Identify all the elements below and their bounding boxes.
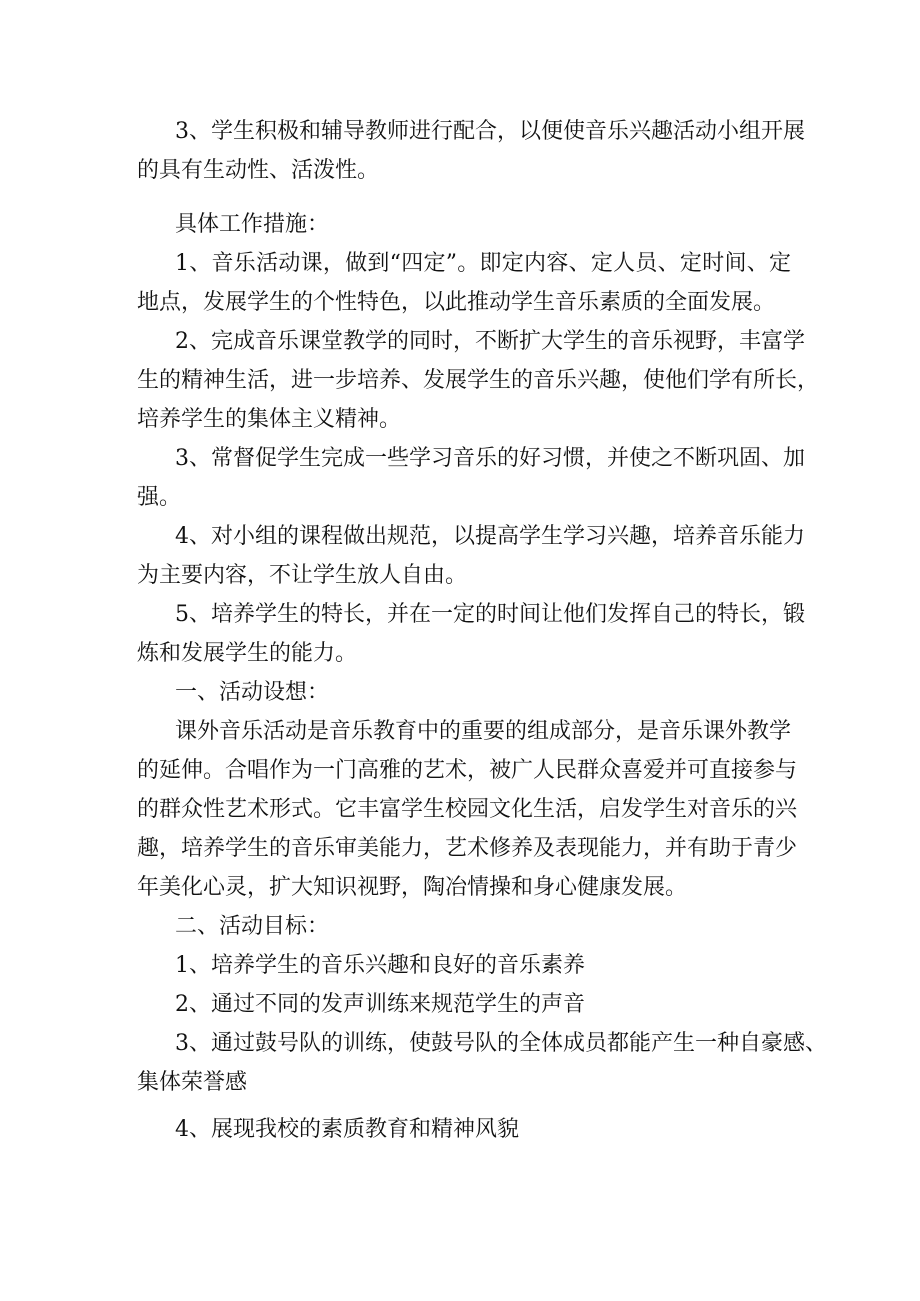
text-line: 4、对小组的课程做出规范，以提高学生学习兴趣，培养音乐能力: [175, 524, 805, 549]
paragraph: [137, 712, 798, 907]
text-line: 1、培养学生的音乐兴趣和良好的音乐素养: [175, 953, 585, 978]
paragraph: [137, 322, 820, 439]
text-line: 年美化心灵，扩大知识视野，陶冶情操和身心健康发展。: [137, 875, 688, 900]
text-line: 生的精神生活，进一步培养、发展学生的音乐兴趣，使他们学有所长，: [137, 368, 820, 393]
paragraph: [137, 946, 791, 985]
text-line: 培养学生的集体主义精神。: [137, 407, 402, 432]
text-line: 5、培养学生的特长，并在一定的时间让他们发挥自己的特长，锻: [175, 602, 805, 627]
text-line: 具体工作措施：: [175, 212, 330, 237]
paragraph: [137, 112, 805, 190]
paragraph: [137, 244, 791, 322]
text-line: 3、学生积极和辅导教师进行配合，以便使音乐兴趣活动小组开展: [175, 119, 805, 144]
text-line: 的群众性艺术形式。它丰富学生校园文化生活，启发学生对音乐的兴: [137, 797, 798, 822]
text-line: 集体荣誉感: [137, 1070, 248, 1095]
text-line: 2、通过不同的发声训练来规范学生的声音: [175, 992, 585, 1017]
paragraph: [137, 1110, 791, 1149]
text-line: 3、通过鼓号队的训练，使鼓号队的全体成员都能产生一种自豪感、: [175, 1031, 827, 1056]
text-line: 趣，培养学生的音乐审美能力，艺术修养及表现能力，并有助于青少: [137, 836, 798, 861]
paragraph: [137, 985, 791, 1024]
paragraph: [137, 205, 791, 244]
text-line: 一、活动设想：: [175, 680, 330, 705]
text-line: 炼和发展学生的能力。: [137, 641, 358, 666]
text-line: 3、常督促学生完成一些学习音乐的好习惯，并使之不断巩固、加: [175, 446, 805, 471]
document-page: [137, 112, 827, 1149]
text-line: 为主要内容，不让学生放人自由。: [137, 563, 468, 588]
text-line: 二、活动目标：: [175, 914, 330, 939]
paragraph: [137, 517, 805, 595]
paragraph: [137, 595, 805, 673]
text-line: 的具有生动性、活泼性。: [137, 158, 380, 183]
text-line: 4、展现我校的素质教育和精神风貌: [175, 1117, 519, 1142]
paragraph: [137, 1024, 827, 1102]
text-line: 课外音乐活动是音乐教育中的重要的组成部分，是音乐课外教学: [175, 719, 792, 744]
paragraph: [137, 439, 805, 517]
text-line: 地点，发展学生的个性特色，以此推动学生音乐素质的全面发展。: [137, 290, 776, 315]
text-line: 强。: [137, 485, 182, 510]
text-line: 1、音乐活动课，做到“四定”。即定内容、定人员、定时间、定: [175, 251, 791, 276]
paragraph: [137, 673, 791, 712]
text-line: 2、完成音乐课堂教学的同时，不断扩大学生的音乐视野，丰富学: [175, 329, 805, 354]
text-line: 的延伸。合唱作为一门高雅的艺术，被广人民群众喜爱并可直接参与: [137, 758, 798, 783]
paragraph: [137, 907, 791, 946]
